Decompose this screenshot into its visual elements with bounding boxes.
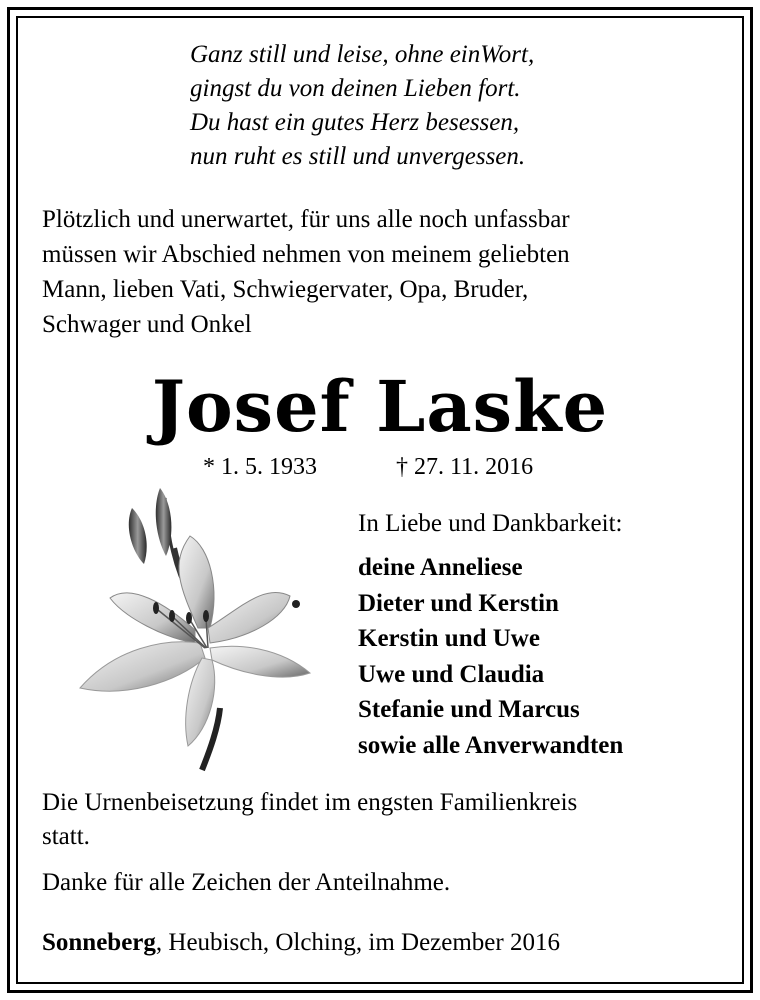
notice-line: Die Urnenbeisetzung findet im engsten Familienkreis [42,789,578,816]
place-rest: , Heubisch, Olching, im Dezember 2016 [155,929,560,956]
mourner-name: Dieter und Kerstin [358,589,559,617]
poem [190,38,534,174]
mourners-heading: In Liebe und Dankbarkeit: [358,510,623,537]
poem-line: Du hast ein gutes Herz besessen, [190,109,520,136]
death-date: † 27. 11. 2016 [396,454,534,480]
poem-line: Ganz still und leise, ohne einWort, [190,41,535,68]
intro-line: müssen wir Abschied nehmen von meinem geliebten [42,241,570,268]
mourner-name: Uwe und Claudia [358,660,545,688]
mourner-name: deine Anneliese [358,554,523,581]
notice-line: statt. [42,823,90,850]
poem-line: gingst du von deinen Lieben fort. [190,75,521,102]
mourner-name: Stefanie und Marcus [358,696,580,723]
deceased-name: Josef Laske [151,365,609,448]
place-town: Sonneberg [42,929,156,956]
mourner-name: Kerstin und Uwe [358,625,540,652]
intro-line: Plötzlich und unerwartet, für uns alle noch unfassbar [42,206,570,233]
place-date-line [42,926,560,960]
birth-date: * 1. 5. 1933 [203,454,317,480]
intro-line: Mann, lieben Vati, Schwiegervater, Opa, Bruder, [42,276,529,303]
lily-flower-icon [70,478,330,778]
intro-line: Schwager und Onkel [42,311,252,338]
mourners-list [358,550,623,763]
intro-text [42,202,570,342]
thanks-text: Danke für alle Zeichen der Anteilnahme. [42,869,451,896]
mourner-name: sowie alle Anverwandten [358,731,624,759]
poem-line: nun ruht es still und unvergessen. [190,143,526,170]
burial-notice [42,786,577,854]
